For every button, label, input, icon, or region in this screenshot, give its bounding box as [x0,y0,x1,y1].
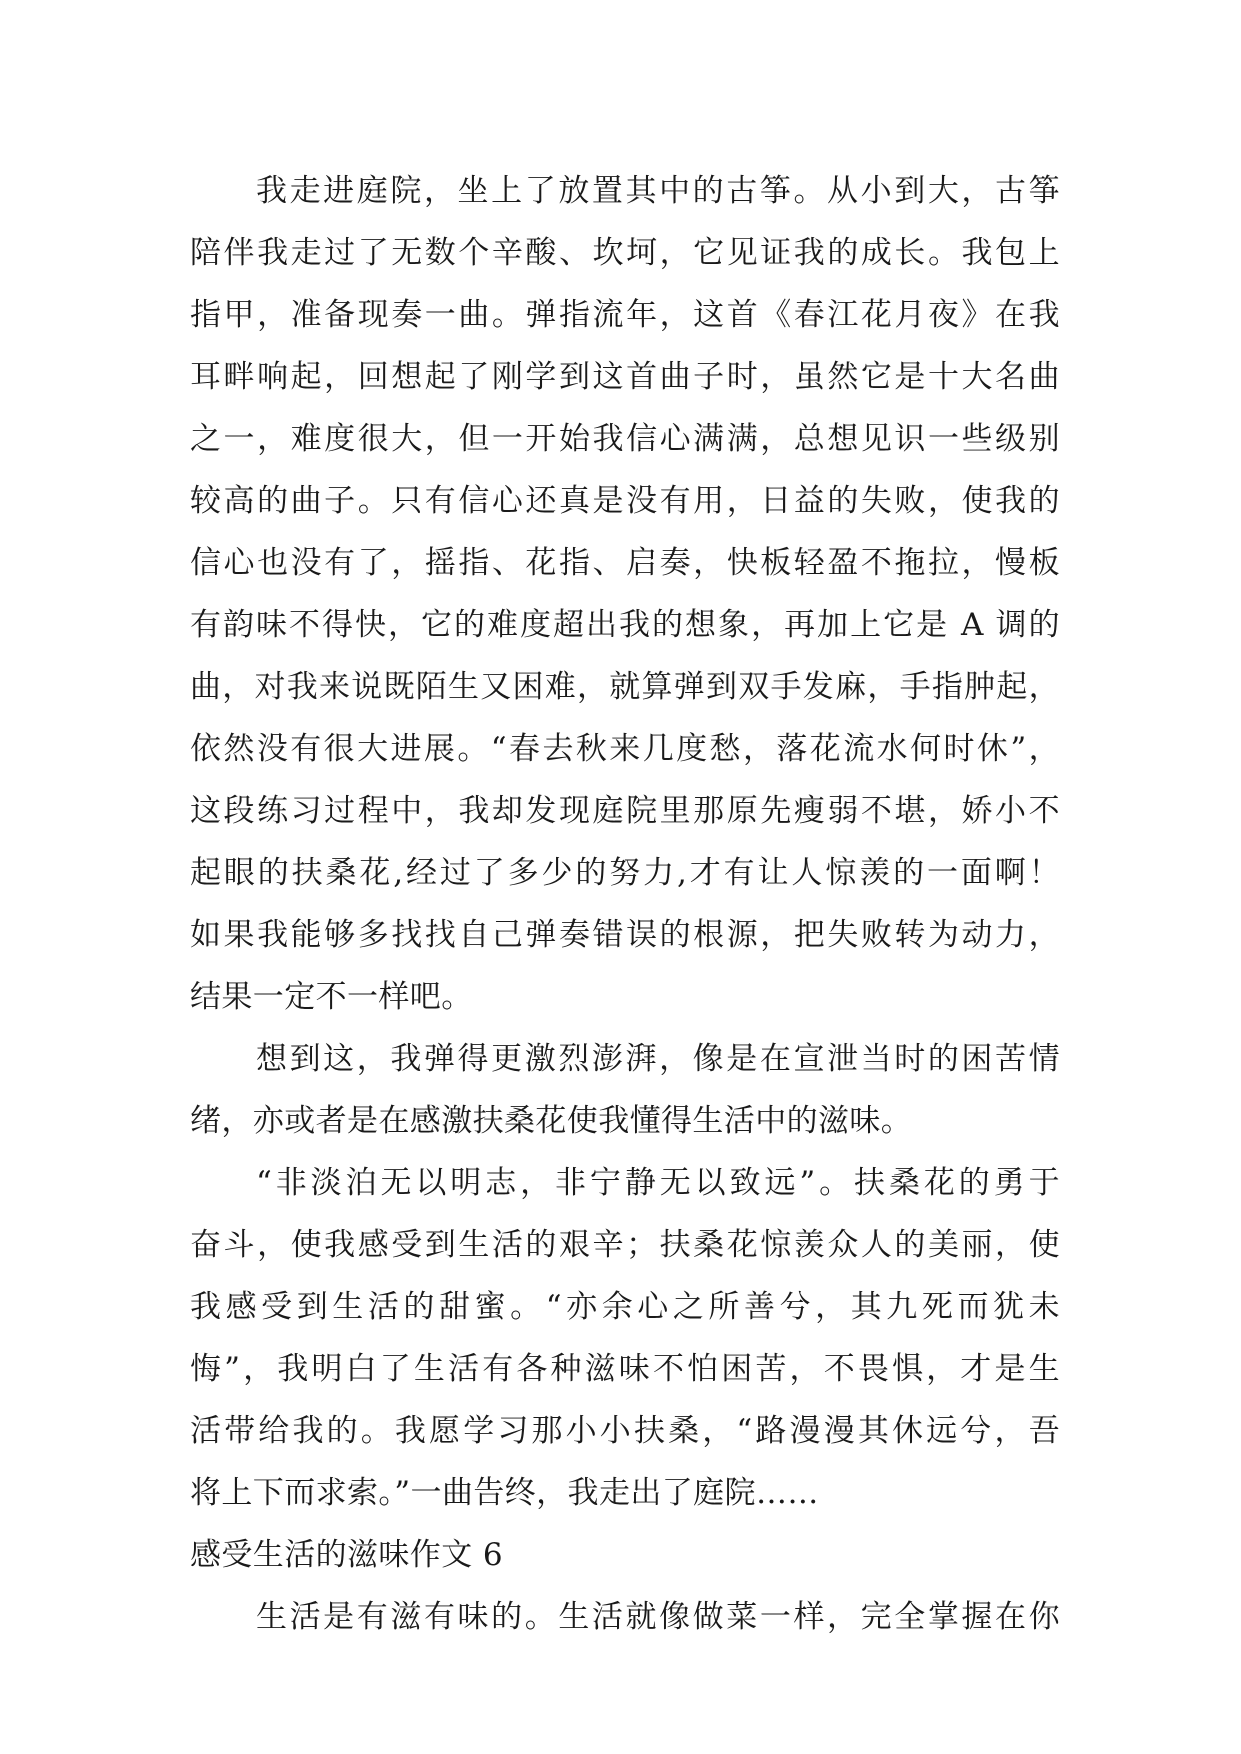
text-line: 之一，难度很大，但一开始我信心满满，总想见识一些级别 [190,421,1060,457]
paragraph-emotion [190,1028,1060,1152]
text-line: 悔”，我明白了生活有各种滋味不怕困苦，不畏惧，才是生 [190,1351,1060,1387]
text-line: 陪伴我走过了无数个辛酸、坎坷，它见证我的成长。我包上 [190,235,1060,271]
paragraph-life-flavor [190,1586,1060,1648]
text-line: 信心也没有了，摇指、花指、启奏，快板轻盈不拖拉，慢板 [190,545,1060,581]
text-line: 生活是有滋有味的。生活就像做菜一样，完全掌握在你 [256,1599,1060,1635]
text-line: 奋斗，使我感受到生活的艰辛；扶桑花惊羡众人的美丽，使 [190,1227,1060,1263]
text-line: 这段练习过程中，我却发现庭院里那原先瘦弱不堪，娇小不 [190,793,1060,829]
text-line: 依然没有很大进展。“春去秋来几度愁，落花流水何时休”， [190,731,1060,767]
text-line: 有韵味不得快，它的难度超出我的想象，再加上它是 A 调的 [190,607,1060,643]
text-line: 耳畔响起，回想起了刚学到这首曲子时，虽然它是十大名曲 [190,359,1060,395]
document-body [190,160,1060,1648]
essay-heading [190,1524,1060,1586]
text-line: 绪，亦或者是在感激扶桑花使我懂得生活中的滋味。 [190,1103,913,1139]
text-line: 起眼的扶桑花,经过了多少的努力,才有让人惊羡的一面啊！ [190,855,1060,891]
text-line: 曲，对我来说既陌生又困难，就算弹到双手发麻，手指肿起， [190,669,1060,705]
text-line: 结果一定不一样吧。 [190,979,473,1015]
text-line: 较高的曲子。只有信心还真是没有用，日益的失败，使我的 [190,483,1060,519]
text-line: 指甲，准备现奏一曲。弹指流年，这首《春江花月夜》在我 [190,297,1060,333]
paragraph-hibiscus-reflection [190,1152,1060,1524]
text-line: 将上下而求索。”一曲告终，我走出了庭院…… [190,1475,819,1511]
text-line: 我走进庭院，坐上了放置其中的古筝。从小到大，古筝 [256,173,1060,209]
paragraph-guzheng-practice [190,160,1060,1028]
text-line: 我感受到生活的甜蜜。“亦余心之所善兮，其九死而犹未 [190,1289,1060,1325]
text-line: 活带给我的。我愿学习那小小扶桑，“路漫漫其休远兮，吾 [190,1413,1060,1449]
text-line: 想到这，我弹得更激烈澎湃，像是在宣泄当时的困苦情 [256,1041,1060,1077]
essay-title: 感受生活的滋味作文 6 [190,1537,503,1573]
text-line: “非淡泊无以明志，非宁静无以致远”。扶桑花的勇于 [256,1165,1060,1201]
text-line: 如果我能够多找找自己弹奏错误的根源，把失败转为动力， [190,917,1060,953]
